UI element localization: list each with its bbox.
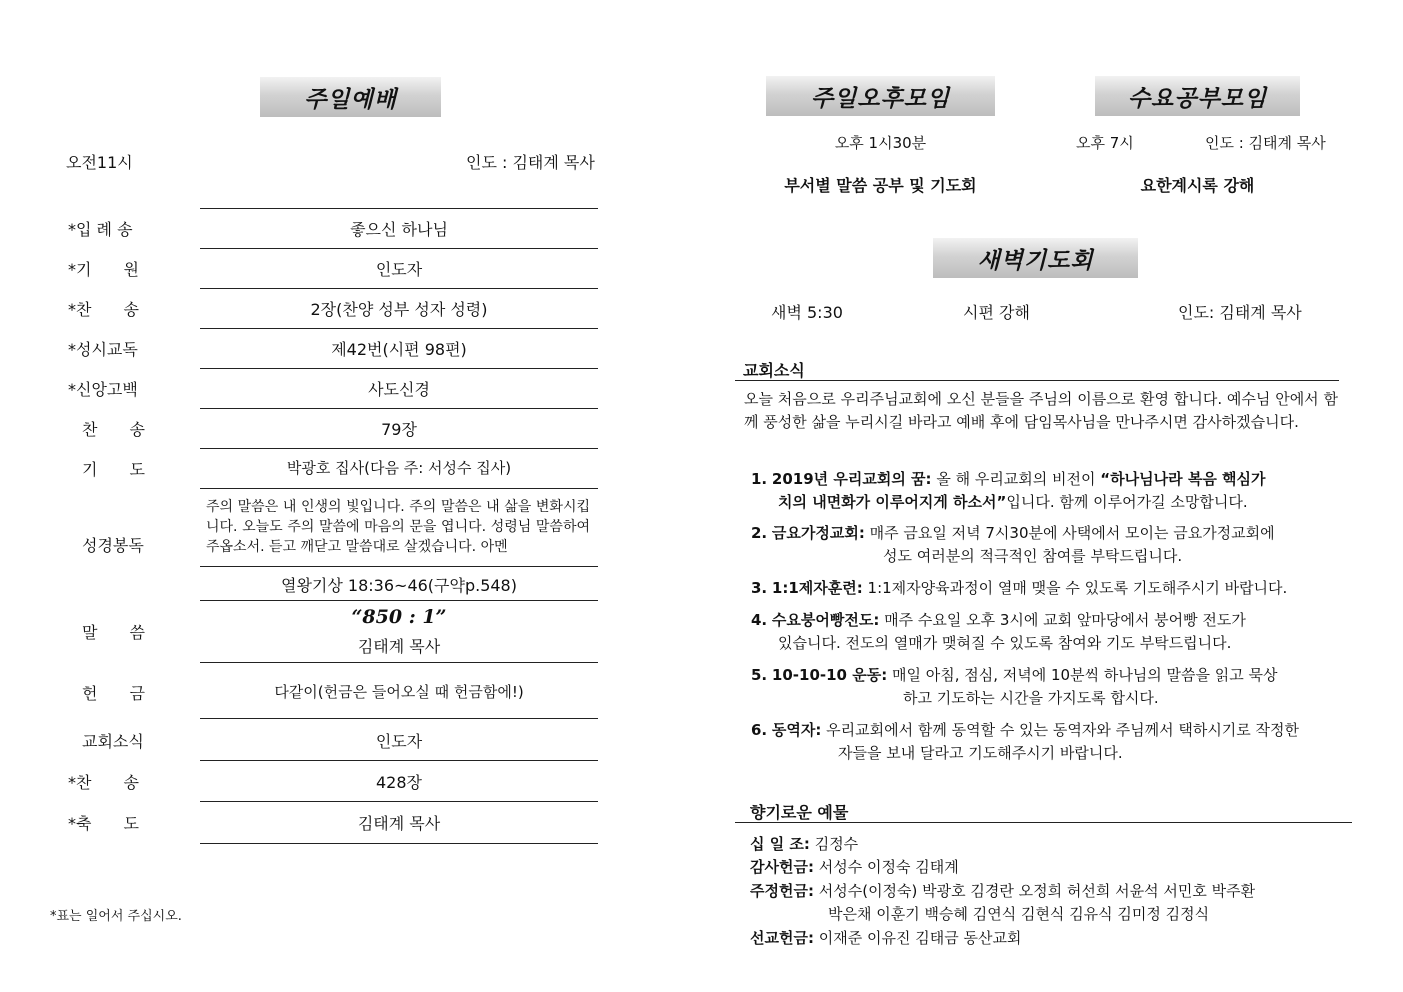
offering-label: 주정헌금:: [750, 882, 814, 900]
worship-leader: 인도 : 김태계 목사: [466, 153, 595, 172]
offering-label: 선교헌금:: [750, 929, 814, 947]
sunday-afternoon-banner: 주일오후모임: [766, 76, 995, 116]
divider: [200, 248, 598, 249]
order-label: *축 도: [68, 814, 139, 833]
worship-time: 오전11시: [66, 153, 133, 172]
news-item-emphasis: “하나님나라 복음 핵심가: [1100, 470, 1266, 488]
order-label: *성시교독: [68, 340, 138, 359]
dawn-prayer-banner: 새벽기도회: [933, 238, 1138, 278]
order-label: *입 례 송: [68, 220, 133, 239]
news-item-text: 매주 금요일 저녁 7시30분에 사택에서 모이는 금요가정교회에: [864, 524, 1275, 542]
divider: [200, 600, 598, 601]
offering-row: [750, 856, 959, 879]
afternoon-time: 오후 1시30분: [834, 134, 927, 152]
news-item-cont: 성도 여러분의 적극적인 참여를 부탁드립니다.: [883, 547, 1183, 565]
offering-names: 김정수: [814, 835, 859, 853]
scripture-reference: 열왕기상 18:36~46(구약p.548): [281, 576, 517, 595]
order-label: 기 도: [82, 460, 145, 479]
order-value: 79장: [381, 420, 417, 439]
offering-row: [750, 880, 1255, 903]
news-item-cont: 하고 기도하는 시간을 가지도록 합시다.: [903, 689, 1159, 707]
sermon-label: 말 씀: [82, 623, 145, 642]
offering-names: 서성수(이정숙) 박광호 김경란 오정희 허선희 서윤석 서민호 박주환: [818, 882, 1256, 900]
news-item: [751, 522, 1275, 545]
news-item-number: 1.: [751, 470, 768, 488]
news-item-heading: 10-10-10 운동:: [771, 666, 888, 684]
order-value: 박광호 집사(다음 주: 서성수 집사): [286, 459, 512, 477]
order-label: *찬 송: [68, 773, 139, 792]
divider: [200, 760, 598, 761]
offering-names: 서성수 이정숙 김태계: [818, 858, 959, 876]
order-value: 제42번(시편 98편): [331, 340, 467, 359]
order-value: 인도자: [375, 732, 423, 751]
divider: [200, 566, 598, 567]
news-item-number: 5.: [751, 666, 768, 684]
divider: [200, 288, 598, 289]
order-label: 찬 송: [82, 420, 145, 439]
order-value: 좋으신 하나님: [350, 220, 448, 239]
dawn-leader: 인도: 김태계 목사: [1178, 303, 1302, 322]
news-item-text: 우리교회에서 함께 동역할 수 있는 동역자와 주님께서 택하시기로 작정한: [821, 721, 1300, 739]
offering-row: [750, 927, 1021, 950]
offering-label: 십 일 조:: [750, 835, 810, 853]
news-item-heading: 수요붕어빵전도:: [771, 611, 880, 629]
divider: [200, 801, 598, 802]
divider: [200, 408, 598, 409]
news-item-number: 3.: [751, 579, 768, 597]
offering-row: [750, 833, 858, 856]
divider: [200, 368, 598, 369]
order-label: 교회소식: [82, 732, 144, 751]
order-value: 김태계 목사: [357, 814, 441, 833]
news-item-text: 1:1제자양육과정이 열매 맺을 수 있도록 기도해주시기 바랍니다.: [862, 579, 1288, 597]
news-item-heading: 동역자:: [771, 721, 822, 739]
divider: [735, 822, 1352, 823]
news-item-text: 입니다. 함께 이루어가길 소망합니다.: [1006, 493, 1248, 511]
sermon-title: “850 : 1”: [351, 606, 447, 628]
divider: [200, 328, 598, 329]
news-item-heading: 금요가정교회:: [771, 524, 865, 542]
news-item-number: 6.: [751, 721, 768, 739]
order-value: 428장: [376, 773, 422, 792]
wednesday-desc: 요한계시록 강해: [1140, 176, 1255, 195]
scripture-prayer: 주의 말씀은 내 인생의 빛입니다. 주의 말씀은 내 삶을 변화시킵니다. 오늘도 주의 말씀에 마음의 문을 엽니다. 성령님 말씀하여 주옵소서. 듣고 깨닫고 말씀대로 살겠습니다. 아멘: [206, 499, 590, 555]
news-item-heading: 2019년 우리교회의 꿈:: [771, 470, 932, 488]
offering-label: 감사헌금:: [750, 858, 814, 876]
dawn-time: 새벽 5:30: [771, 303, 843, 322]
news-item: [751, 577, 1287, 600]
order-value: 사도신경: [368, 380, 430, 399]
divider: [200, 843, 598, 844]
wednesday-time: 오후 7시: [1076, 134, 1134, 152]
news-item-emphasis: 치의 내면화가 이루어지게 하소서”: [778, 493, 1007, 511]
offering-names: 이재준 이유진 김태금 동산교회: [818, 929, 1022, 947]
standing-footnote: *표는 일어서 주십시오.: [50, 909, 182, 924]
divider: [735, 380, 1339, 381]
order-label: *신앙고백: [68, 380, 138, 399]
wednesday-leader: 인도 : 김태계 목사: [1205, 134, 1326, 152]
divider: [200, 208, 598, 209]
offering-title: 향기로운 예물: [750, 803, 849, 822]
afternoon-desc: 부서별 말씀 공부 및 기도회: [784, 176, 977, 195]
news-item-cont: 있습니다. 전도의 열매가 맺혀질 수 있도록 참여와 기도 부탁드립니다.: [778, 634, 1232, 652]
scripture-label: 성경봉독: [82, 536, 144, 555]
wednesday-study-banner: 수요공부모임: [1095, 76, 1300, 116]
divider: [200, 488, 598, 489]
news-item-cont: [778, 491, 1248, 514]
dawn-topic: 시편 강해: [963, 303, 1030, 322]
divider: [200, 718, 598, 719]
order-label: *기 원: [68, 260, 139, 279]
news-item: [751, 609, 1246, 632]
news-item: [751, 719, 1299, 742]
sunday-worship-banner: 주일예배: [260, 77, 441, 117]
sermon-preacher: 김태계 목사: [357, 637, 441, 656]
news-item-cont: 자들을 보내 달라고 기도해주시기 바랍니다.: [838, 744, 1123, 762]
divider: [200, 448, 598, 449]
order-value: 2장(찬양 성부 성자 성령): [310, 300, 488, 319]
news-item: [751, 468, 1341, 491]
offering-names-cont: 박은채 이훈기 백승혜 김연식 김현식 김유식 김미정 김정식: [828, 905, 1210, 923]
order-label: 헌 금: [82, 684, 145, 703]
order-value: 다같이(헌금은 들어오실 때 헌금함에!): [274, 683, 524, 701]
news-item-heading: 1:1제자훈련:: [771, 579, 863, 597]
news-item-number: 2.: [751, 524, 768, 542]
news-item-text: 매주 수요일 오후 3시에 교회 앞마당에서 붕어빵 전도가: [879, 611, 1246, 629]
order-value: 인도자: [375, 260, 423, 279]
news-item-text: 올 해 우리교회의 비전이: [931, 470, 1101, 488]
news-item-number: 4.: [751, 611, 768, 629]
news-item-text: 매일 아침, 점심, 저녁에 10분씩 하나님의 말씀을 읽고 묵상: [887, 666, 1278, 684]
news-item: [751, 664, 1278, 687]
news-intro: 오늘 처음으로 우리주님교회에 오신 분들을 주님의 이름으로 환영 합니다. 예수님 안에서 함께 풍성한 삶을 누리시길 바라고 예배 후에 담임목사님을 만나주시면 감사하겠습니다.: [744, 390, 1338, 431]
order-label: *찬 송: [68, 300, 139, 319]
divider: [200, 662, 598, 663]
news-title: 교회소식: [743, 361, 805, 380]
